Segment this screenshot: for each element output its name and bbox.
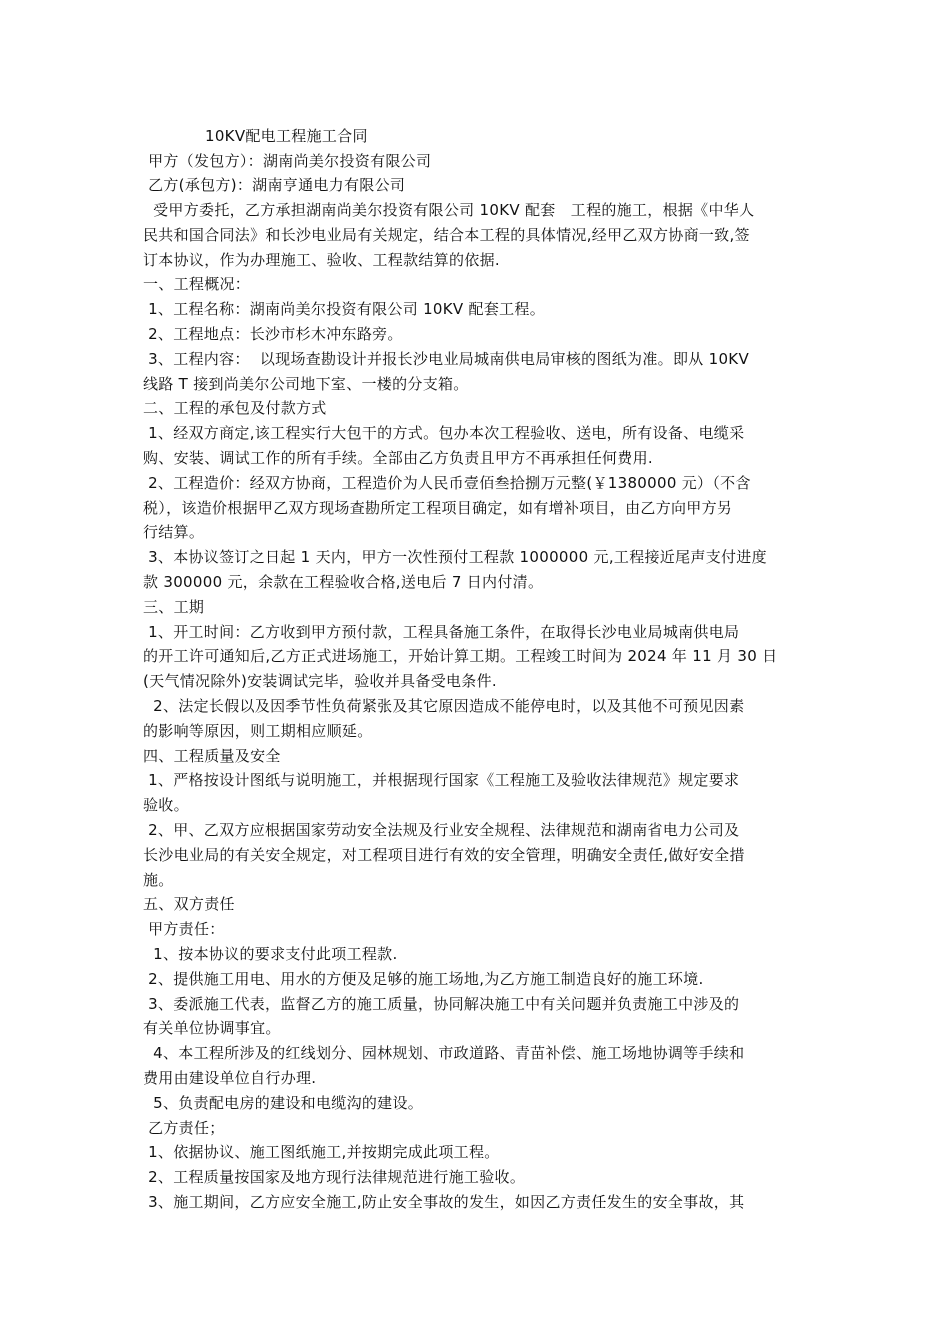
contract-line: 四、工程质量及安全 <box>143 746 281 765</box>
contract-line: 的影响等原因，则工期相应顺延。 <box>143 721 373 740</box>
contract-line: 1、工程名称：湖南尚美尔投资有限公司 10KV 配套工程。 <box>143 300 546 319</box>
contract-line: 2、提供施工用电、用水的方便及足够的施工场地,为乙方施工制造良好的施工环境. <box>143 969 704 988</box>
contract-line: 购、安装、调试工作的所有手续。全部由乙方负责且甲方不再承担任何费用. <box>143 449 653 467</box>
party-b-line: 乙方(承包方)：湖南亨通电力有限公司 <box>143 176 406 194</box>
contract-line: 线路 T 接到尚美尔公司地下室、一楼的分支箱。 <box>143 374 469 393</box>
contract-line: 受甲方委托，乙方承担湖南尚美尔投资有限公司 10KV 配套 工程的施工，根据《中华人 <box>143 201 755 219</box>
contract-line: 订本协议，作为办理施工、验收、工程款结算的依据. <box>143 250 500 269</box>
contract-line: 乙方责任； <box>143 1118 225 1137</box>
contract-line: 1、经双方商定,该工程实行大包干的方式。包办本次工程验收、送电，所有设备、电缆采 <box>143 424 745 443</box>
contract-line: 2、法定长假以及因季节性负荷紧张及其它原因造成不能停电时，以及其他不可预见因素 <box>143 697 745 715</box>
contract-line: 二、工程的承包及付款方式 <box>143 399 327 418</box>
contract-line: 1、开工时间：乙方收到甲方预付款，工程具备施工条件，在取得长沙电业局城南供电局 <box>143 622 740 641</box>
document-title: 10KV配电工程施工合同 <box>205 127 368 145</box>
contract-line: 2、工程造价：经双方协商，工程造价为人民币壹佰叁拾捌万元整(￥1380000 元）（不含 <box>143 473 751 492</box>
contract-line: 1、严格按设计图纸与说明施工，并根据现行国家《工程施工及验收法律规范》规定要求 <box>143 771 740 790</box>
contract-line: 有关单位协调事宜。 <box>143 1019 281 1038</box>
contract-line: 2、工程质量按国家及地方现行法律规范进行施工验收。 <box>143 1168 526 1187</box>
contract-line: 的开工许可通知后,乙方正式进场施工，开始计算工期。工程竣工时间为 2024 年 11 月 30 日 <box>143 647 778 666</box>
party-a-line: 甲方（发包方）：湖南尚美尔投资有限公司 <box>143 152 432 170</box>
contract-line: 民共和国合同法》和长沙电业局有关规定，结合本工程的具体情况,经甲乙双方协商一致,签 <box>143 225 750 244</box>
contract-line: 2、甲、乙双方应根据国家劳动安全法规及行业安全规程、法律规范和湖南省电力公司及 <box>143 821 740 839</box>
contract-line: 甲方责任： <box>143 920 225 939</box>
contract-line: 4、本工程所涉及的红线划分、园林规划、市政道路、青苗补偿、施工场地协调等手续和 <box>143 1044 745 1063</box>
contract-line: 款 300000 元，余款在工程验收合格,送电后 7 日内付清。 <box>143 573 544 591</box>
contract-line: 验收。 <box>143 796 189 815</box>
contract-line: 3、本协议签订之日起 1 天内，甲方一次性预付工程款 1000000 元,工程接近尾声支付进度 <box>143 548 767 567</box>
contract-line: 一、工程概况： <box>143 275 251 294</box>
contract-line: 2、工程地点：长沙市杉木冲东路旁。 <box>143 325 403 343</box>
contract-line: 行结算。 <box>143 523 205 542</box>
contract-line: 费用由建设单位自行办理. <box>143 1069 317 1087</box>
contract-line: 3、工程内容： 以现场查勘设计并报长沙电业局城南供电局审核的图纸为准。即从 10KV <box>143 349 750 368</box>
contract-line: (天气情况除外)安装调试完毕，验收并具备受电条件. <box>143 672 497 691</box>
contract-line: 1、依据协议、施工图纸施工,并按期完成此项工程。 <box>143 1143 500 1162</box>
contract-line: 3、施工期间，乙方应安全施工,防止安全事故的发生，如因乙方责任发生的安全事故，其 <box>143 1193 745 1211</box>
contract-line: 3、委派施工代表，监督乙方的施工质量，协同解决施工中有关问题并负责施工中涉及的 <box>143 994 740 1013</box>
contract-line: 五、双方责任 <box>143 895 235 914</box>
contract-line: 1、按本协议的要求支付此项工程款. <box>143 945 398 963</box>
contract-line: 5、负责配电房的建设和电缆沟的建设。 <box>143 1093 424 1112</box>
contract-line: 长沙电业局的有关安全规定，对工程项目进行有效的安全管理，明确安全责任,做好安全措 <box>143 845 745 864</box>
contract-line: 三、工期 <box>143 597 205 616</box>
contract-line: 税），该造价根据甲乙双方现场查勘所定工程项目确定，如有增补项目，由乙方向甲方另 <box>143 498 733 517</box>
contract-line: 施。 <box>143 870 174 889</box>
